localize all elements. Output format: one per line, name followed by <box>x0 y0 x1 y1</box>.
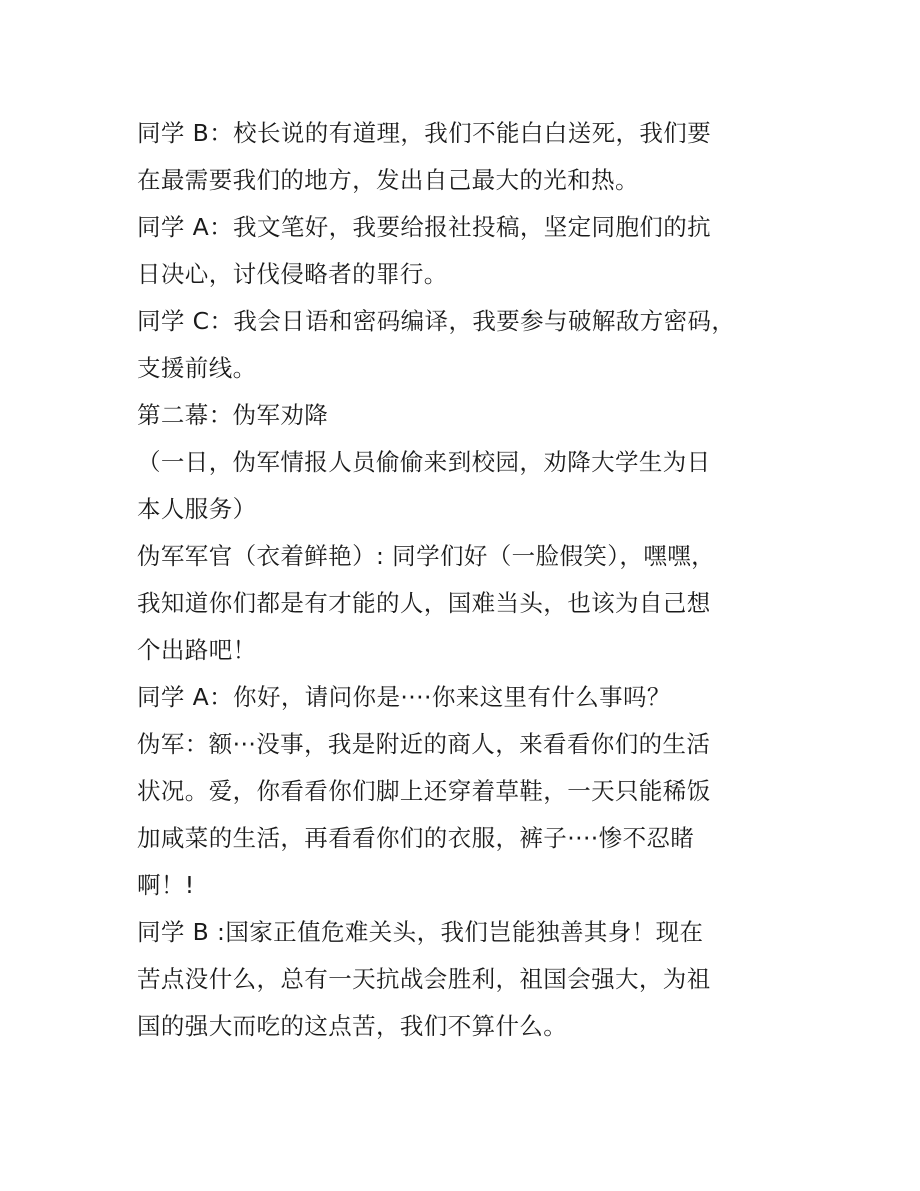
text-line: 同学 A：你好，请问你是····你来这里有什么事吗？ <box>137 683 671 711</box>
text-line: 我知道你们都是有才能的人，国难当头，也该为自己想 <box>137 589 711 617</box>
text-line: 个出路吧！ <box>137 636 257 664</box>
text-line: 苦点没什么，总有一天抗战会胜利，祖国会强大，为祖 <box>137 965 711 993</box>
text-line: 加咸菜的生活，再看看你们的衣服，裤子····惨不忍睹 <box>137 824 695 852</box>
text-line: 伪军军官（衣着鲜艳）: 同学们好（一脸假笑），嘿嘿， <box>137 542 716 570</box>
text-line: 在最需要我们的地方，发出自己最大的光和热。 <box>137 166 639 194</box>
script-text-body <box>137 110 797 1050</box>
text-line: 状况。爱，你看看你们脚上还穿着草鞋，一天只能稀饭 <box>137 777 711 805</box>
stage-direction: （一日，伪军情报人员偷偷来到校园，劝降大学生为日 <box>137 448 711 476</box>
stage-direction: 本人服务） <box>137 495 257 523</box>
text-line: 同学 B：校长说的有道理，我们不能白白送死，我们要 <box>137 119 712 147</box>
scene-heading: 第二幕：伪军劝降 <box>137 401 329 429</box>
text-line: 同学 B :国家正值危难关头，我们岂能独善其身！现在 <box>137 918 704 946</box>
text-line: 日决心，讨伐侵略者的罪行。 <box>137 260 448 288</box>
text-line: 同学 C：我会日语和密码编译，我要参与破解敌方密码， <box>137 307 736 335</box>
text-line: 同学 A：我文笔好，我要给报社投稿，坚定同胞们的抗 <box>137 213 712 241</box>
text-line: 伪军：额···没事，我是附近的商人，来看看你们的生活 <box>137 730 711 758</box>
text-line: 支援前线。 <box>137 354 257 382</box>
text-line: 啊！! <box>137 871 195 899</box>
text-line: 国的强大而吃的这点苦，我们不算什么。 <box>137 1012 568 1040</box>
